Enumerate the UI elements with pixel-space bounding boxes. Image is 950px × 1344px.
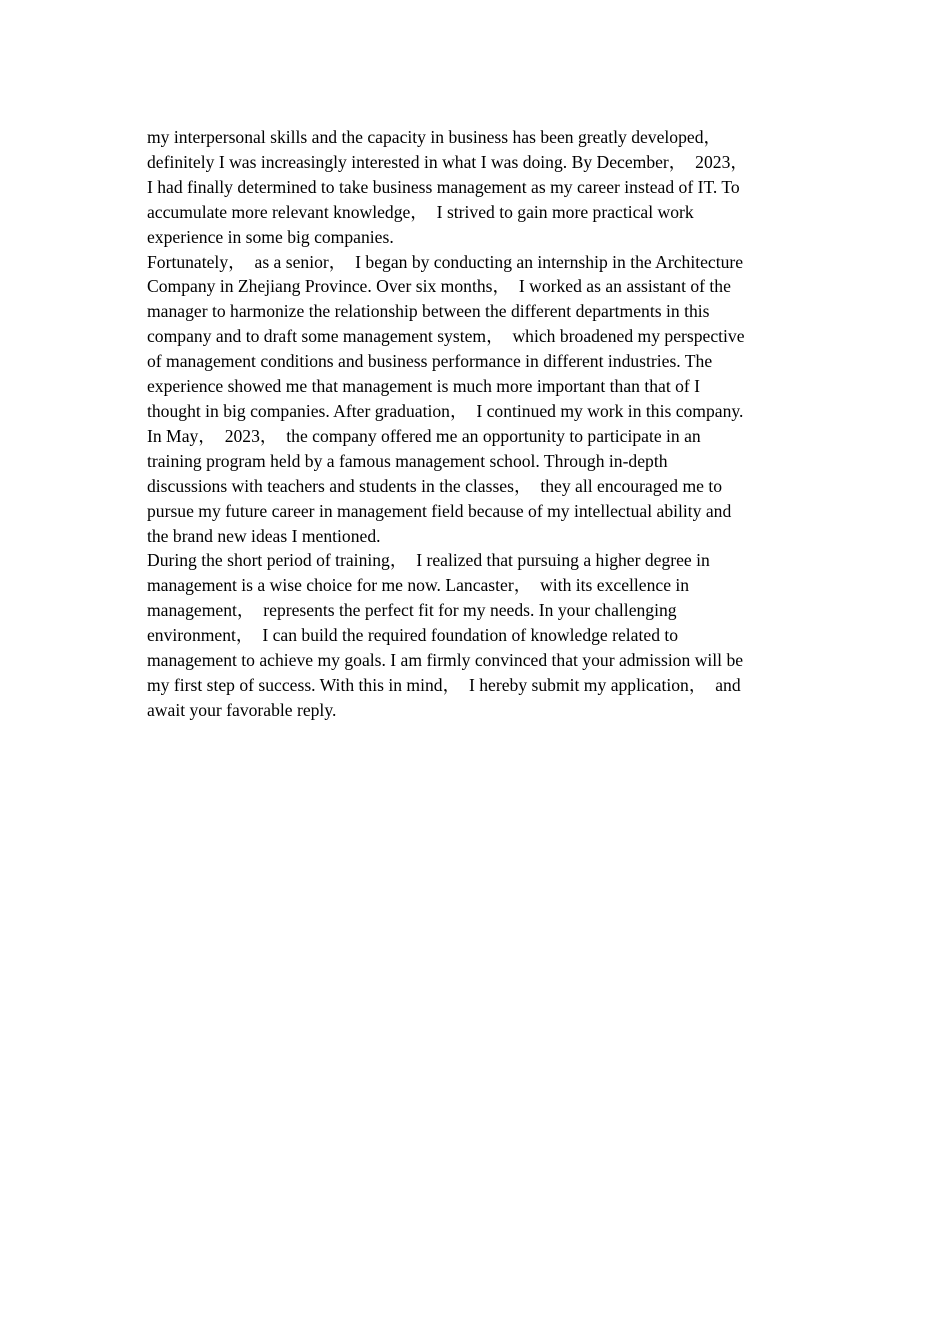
text-line: thought in big companies. After graduation， I continued my work in this company. [147, 400, 744, 421]
text-line: the brand new ideas I mentioned. [147, 525, 381, 546]
text-line: manager to harmonize the relationship between the different departments in this [147, 301, 710, 322]
text-line: definitely I was increasingly interested in what I was doing. By December， 2023， [147, 151, 748, 172]
text-line: I had finally determined to take business management as my career instead of IT. To [147, 176, 740, 197]
text-line: In May， 2023， the company offered me an opportunity to participate in an [147, 425, 701, 446]
body-text [147, 125, 807, 723]
text-line: experience showed me that management is much more important than that of I [147, 376, 701, 397]
text-line: discussions with teachers and students in the classes， they all encouraged me to [147, 475, 723, 496]
text-line: management to achieve my goals. I am firmly convinced that your admission will be [147, 650, 744, 671]
text-line: of management conditions and business performance in different industries. The [147, 351, 713, 372]
text-line: my first step of success. With this in mind， I hereby submit my application， and [147, 674, 741, 695]
text-line: await your favorable reply. [147, 699, 337, 720]
text-line: experience in some big companies. [147, 226, 394, 247]
text-line: pursue my future career in management field because of my intellectual ability and [147, 500, 732, 521]
text-line: my interpersonal skills and the capacity in business has been greatly developed， [147, 127, 722, 147]
text-line: Company in Zhejiang Province. Over six months， I worked as an assistant of the [147, 276, 731, 297]
text-line: accumulate more relevant knowledge， I strived to gain more practical work [147, 201, 694, 222]
text-line: training program held by a famous management school. Through in-depth [147, 450, 668, 471]
text-line: During the short period of training， I realized that pursuing a higher degree in [147, 550, 710, 571]
text-line: management， represents the perfect fit for my needs. In your challenging [147, 600, 677, 621]
text-line: Fortunately， as a senior， I began by conducting an internship in the Architecture [147, 251, 744, 272]
text-line: company and to draft some management system， which broadened my perspective [147, 326, 745, 347]
text-line: management is a wise choice for me now. Lancaster， with its excellence in [147, 575, 690, 596]
text-line: environment， I can build the required foundation of knowledge related to [147, 625, 679, 646]
